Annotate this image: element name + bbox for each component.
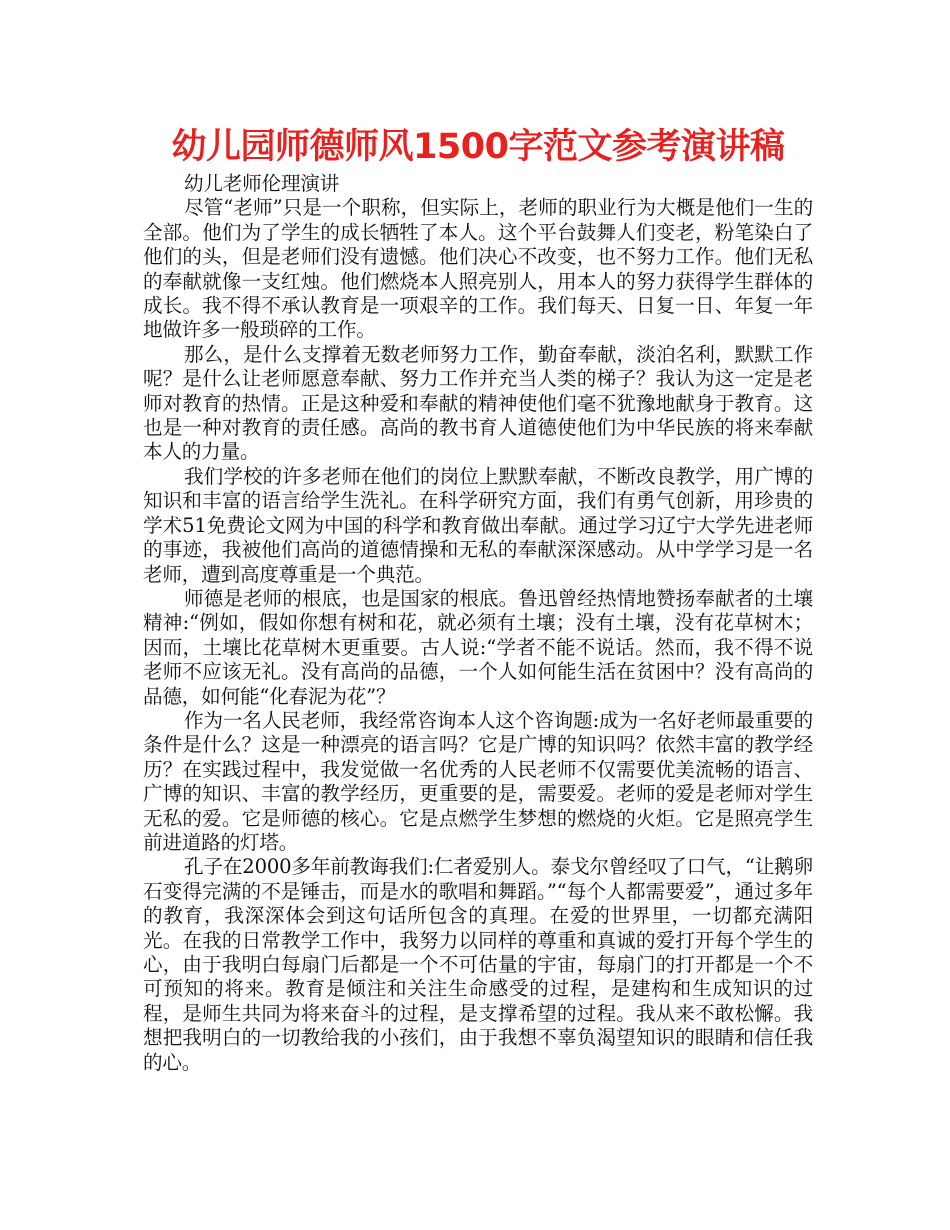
document-subtitle: 幼儿老师伦理演讲	[184, 172, 340, 195]
paragraph-4: 师德是老师的根底，也是国家的根底。鲁迅曾经热情地赞扬奉献者的土壤精神:“例如，假如你想有树和花，就必须有土壤；没有土壤，没有花草树木；因而，土壤比花草树木更重要。古人说:“学者不能不说话。然而，我不得不说老师不应该无礼。没有高尚的品德，一个人如何能生活在贫困中？没有高尚的品德，如何能“化春泥为花”？	[143, 586, 813, 708]
paragraph-5: 作为一名人民老师，我经常咨询本人这个咨询题:成为一名好老师最重要的条件是什么？这是一种漂亮的语言吗？它是广博的知识吗？依然丰富的教学经历？在实践过程中，我发觉做一名优秀的人民老师不仅需要优美流畅的语言、广博的知识、丰富的教学经历，更重要的是，需要爱。老师的爱是老师对学生无私的爱。它是师德的核心。它是点燃学生梦想的燃烧的火炬。它是照亮学生前进道路的灯塔。	[143, 708, 813, 854]
document-page	[143, 122, 813, 1075]
document-title: 幼儿园师德师风1500字范文参考演讲稿	[171, 127, 785, 167]
paragraph-2: 那么，是什么支撑着无数老师努力工作，勤奋奉献，淡泊名利，默默工作呢？是什么让老师愿意奉献、努力工作并充当人类的梯子？我认为这一定是老师对教育的热情。正是这种爱和奉献的精神使他们毫不犹豫地献身于教育。这也是一种对教育的责任感。高尚的教书育人道德使他们为中华民族的将来奉献本人的力量。	[143, 342, 813, 464]
document-body	[143, 172, 813, 1075]
paragraph-6: 孔子在2000多年前教诲我们:仁者爱别人。泰戈尔曾经叹了口气，“让鹅卵石变得完满的不是锤击，而是水的歌唱和舞蹈。”“每个人都需要爱”，通过多年的教育，我深深体会到这句话所包含的真理。在爱的世界里，一切都充满阳光。在我的日常教学工作中，我努力以同样的尊重和真诚的爱打开每个学生的心，由于我明白每扇门后都是一个不可估量的宇宙，每扇门的打开都是一个不可预知的将来。教育是倾注和关注生命感受的过程，是建构和生成知识的过程，是师生共同为将来奋斗的过程，是支撑希望的过程。我从来不敢松懈。我想把我明白的一切教给我的小孩们，由于我想不辜负渴望知识的眼睛和信任我的心。	[143, 855, 813, 1074]
paragraph-3: 我们学校的许多老师在他们的岗位上默默奉献，不断改良教学，用广博的知识和丰富的语言给学生洗礼。在科学研究方面，我们有勇气创新，用珍贵的学术51免费论文网为中国的科学和教育做出奉献。通过学习辽宁大学先进老师的事迹，我被他们高尚的道德情操和无私的奉献深深感动。从中学学习是一名老师，遭到高度尊重是一个典范。	[143, 464, 813, 586]
paragraph-1: 尽管“老师”只是一个职称，但实际上，老师的职业行为大概是他们一生的全部。他们为了学生的成长牺牲了本人。这个平台鼓舞人们变老，粉笔染白了他们的头，但是老师们没有遗憾。他们决心不改变，也不努力工作。他们无私的奉献就像一支红烛。他们燃烧本人照亮别人，用本人的努力获得学生群体的成长。我不得不承认教育是一项艰辛的工作。我们每天、日复一日、年复一年地做许多一般琐碎的工作。	[143, 196, 813, 342]
